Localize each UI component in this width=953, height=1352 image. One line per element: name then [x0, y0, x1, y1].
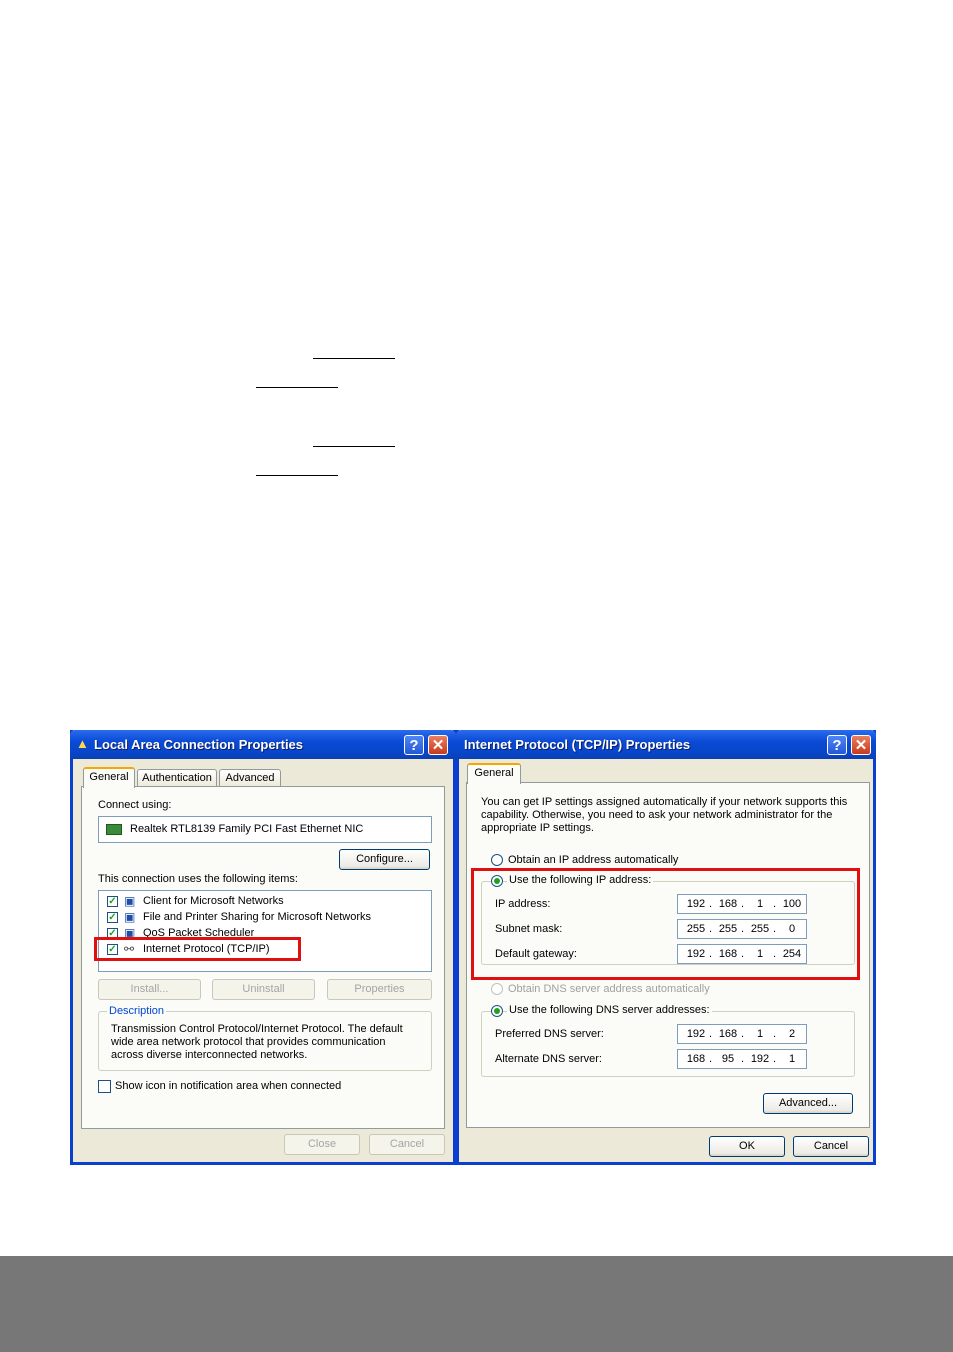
network-client-icon: ▣ — [124, 894, 136, 908]
show-icon-checkbox[interactable] — [98, 1080, 111, 1093]
close-window-button[interactable]: ✕ — [851, 735, 871, 755]
list-item[interactable] — [99, 910, 429, 926]
tab-general[interactable]: General — [83, 767, 135, 788]
help-button[interactable]: ? — [827, 735, 847, 755]
item-label: Internet Protocol (TCP/IP) — [143, 943, 270, 955]
ip-octet: 255 — [750, 923, 770, 935]
tcpip-general-panel — [466, 782, 870, 1128]
ip-octet: 192 — [750, 1053, 770, 1065]
left-window-title: Local Area Connection Properties — [94, 737, 304, 752]
ip-address-field[interactable]: 192 . 168 . 1 . 100 — [677, 894, 807, 914]
item-checkbox[interactable]: ✓ — [108, 944, 117, 955]
properties-button[interactable]: Properties — [327, 979, 432, 1000]
alternate-dns-field[interactable]: 168 . 95 . 192 . 1 — [677, 1049, 807, 1069]
advanced-button[interactable]: Advanced... — [763, 1093, 853, 1114]
cancel-button[interactable]: Cancel — [369, 1134, 445, 1155]
ip-octet: 1 — [788, 1053, 796, 1065]
uninstall-button[interactable]: Uninstall — [212, 979, 315, 1000]
qos-scheduler-icon: ▣ — [124, 926, 136, 940]
tcpip-properties-window — [456, 730, 876, 1165]
items-label: This connection uses the following items: — [98, 873, 298, 885]
item-label: Client for Microsoft Networks — [143, 895, 284, 907]
general-tab-panel — [81, 786, 445, 1129]
ip-octet: 168 — [718, 898, 738, 910]
file-printer-sharing-icon: ▣ — [124, 910, 136, 924]
item-label: QoS Packet Scheduler — [143, 927, 255, 939]
connect-using-label: Connect using: — [98, 799, 172, 811]
protocol-icon: ⚯ — [124, 942, 135, 956]
install-button[interactable]: Install... — [98, 979, 201, 1000]
item-label: File and Printer Sharing for Microsoft Networks — [143, 911, 372, 923]
ip-octet: 2 — [788, 1028, 796, 1040]
ip-octet: 1 — [756, 1028, 764, 1040]
cancel-button[interactable]: Cancel — [793, 1136, 869, 1157]
ip-octet: 192 — [686, 1028, 706, 1040]
show-icon-label: Show icon in notification area when connected — [115, 1080, 342, 1092]
alternate-dns-label: Alternate DNS server: — [495, 1053, 602, 1065]
ip-octet: 254 — [782, 948, 802, 960]
list-item[interactable] — [99, 894, 429, 910]
doc-underline-2 — [256, 387, 338, 388]
configure-button[interactable]: Configure... — [339, 849, 430, 870]
ip-octet: 168 — [718, 948, 738, 960]
tab-advanced[interactable]: Advanced — [219, 769, 281, 787]
use-following-ip-label: Use the following IP address: — [509, 874, 652, 886]
ip-octet: 1 — [756, 898, 764, 910]
ip-octet: 1 — [756, 948, 764, 960]
ip-octet: 100 — [782, 898, 802, 910]
doc-underline-4 — [256, 475, 338, 476]
ip-octet: 168 — [686, 1053, 706, 1065]
network-card-icon — [106, 824, 122, 835]
item-checkbox[interactable]: ✓ — [108, 928, 117, 939]
left-title-bar[interactable] — [70, 730, 456, 759]
doc-underline-1 — [313, 358, 395, 359]
adapter-name: Realtek RTL8139 Family PCI Fast Ethernet NIC — [130, 823, 364, 835]
obtain-dns-auto-label: Obtain DNS server address automatically — [508, 983, 710, 995]
tcpip-highlight-box — [94, 937, 301, 961]
tab-general[interactable]: General — [467, 763, 521, 784]
tab-authentication[interactable]: Authentication — [137, 769, 217, 787]
default-gateway-field[interactable]: 192 . 168 . 1 . 254 — [677, 944, 807, 964]
help-button[interactable]: ? — [404, 735, 424, 755]
ip-address-label: IP address: — [495, 898, 551, 910]
ip-octet: 192 — [686, 898, 706, 910]
description-title: Description — [109, 1005, 165, 1017]
right-window-title: Internet Protocol (TCP/IP) Properties — [464, 737, 691, 752]
use-following-dns-label: Use the following DNS server addresses: — [509, 1004, 710, 1016]
doc-underline-3 — [313, 446, 395, 447]
screenshot-composite — [70, 730, 876, 1165]
preferred-dns-field[interactable]: 192 . 168 . 1 . 2 — [677, 1024, 807, 1044]
description-group — [98, 1005, 432, 1071]
ip-octet: 255 — [686, 923, 706, 935]
obtain-ip-auto-label: Obtain an IP address automatically — [508, 854, 679, 866]
preferred-dns-label: Preferred DNS server: — [495, 1028, 604, 1040]
intro-text: You can get IP settings assigned automatically if your network supports this capability. Otherwise, you need to ask your network administrator for the appropriate IP settings. — [481, 796, 848, 834]
default-gateway-label: Default gateway: — [495, 948, 577, 960]
subnet-mask-field[interactable]: 255 . 255 . 255 . 0 — [677, 919, 807, 939]
use-following-dns-radio[interactable] — [491, 1005, 503, 1017]
ok-button[interactable]: OK — [709, 1136, 785, 1157]
description-text: Transmission Control Protocol/Internet Protocol. The default wide area network protocol that provides communication across diverse interconnected networks. — [111, 1023, 403, 1061]
static-ip-highlight-box — [471, 868, 860, 980]
ip-octet: 168 — [718, 1028, 738, 1040]
close-button[interactable]: Close — [284, 1134, 360, 1155]
local-area-connection-properties-window — [70, 730, 456, 1165]
subnet-mask-label: Subnet mask: — [495, 923, 563, 935]
item-checkbox[interactable]: ✓ — [108, 896, 117, 907]
network-connection-icon: ▲ — [76, 736, 89, 751]
item-checkbox[interactable]: ✓ — [108, 912, 117, 923]
right-title-bar[interactable] — [456, 730, 876, 759]
close-window-button[interactable]: ✕ — [428, 735, 448, 755]
ip-octet: 95 — [721, 1053, 735, 1065]
obtain-dns-auto-radio[interactable] — [491, 983, 503, 995]
page-footer-bar — [0, 1256, 953, 1352]
ip-octet: 0 — [788, 923, 796, 935]
ip-octet: 255 — [718, 923, 738, 935]
adapter-field — [98, 816, 432, 843]
ip-octet: 192 — [686, 948, 706, 960]
obtain-ip-auto-radio[interactable] — [491, 854, 503, 866]
